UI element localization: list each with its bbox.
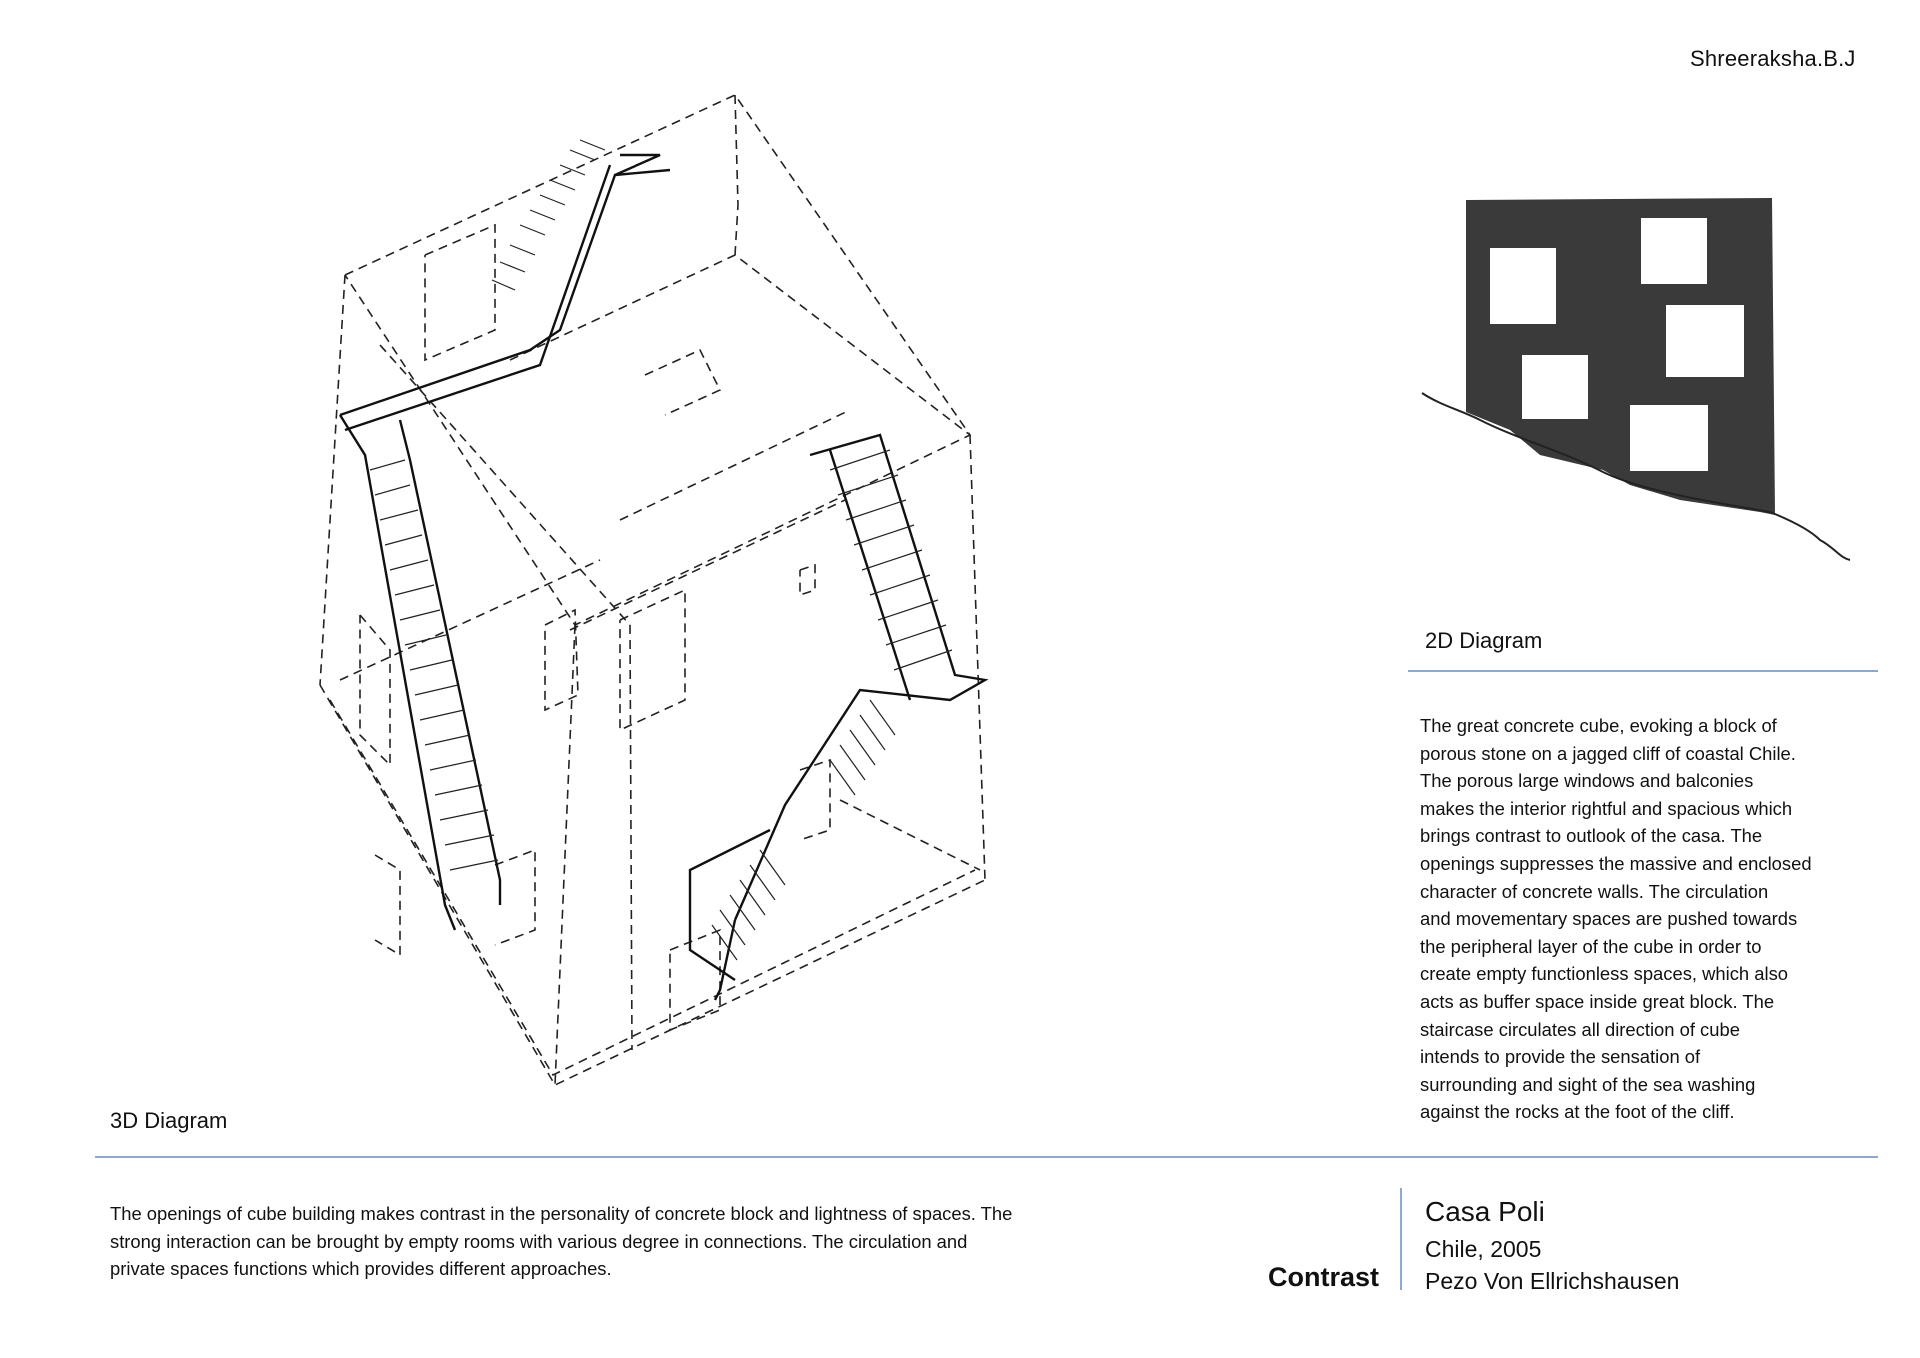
diagram-3d-label: 3D Diagram	[110, 1108, 228, 1133]
theme-title: Contrast	[1268, 1262, 1380, 1292]
description-line: The openings of cube building makes contrast in the personality of concrete block and lightness of spaces. The	[110, 1203, 1013, 1224]
description-line: character of concrete walls. The circulation	[1420, 880, 1769, 902]
description-line: against the rocks at the foot of the cliff.	[1420, 1101, 1735, 1123]
description-line: staircase circulates all direction of cube	[1420, 1018, 1740, 1040]
description-line: acts as buffer space inside great block. The	[1420, 990, 1775, 1012]
description-line: create empty functionless spaces, which also	[1420, 963, 1788, 985]
description-line: openings suppresses the massive and enclosed	[1420, 852, 1812, 874]
project-title: Casa Poli	[1425, 1196, 1545, 1227]
diagram-3d-description	[110, 1200, 1170, 1283]
diagram-2d-description	[1420, 712, 1875, 1126]
description-line: strong interaction can be brought by empty rooms with various degree in connections. The circulation and	[110, 1230, 968, 1252]
description-line: intends to provide the sensation of	[1420, 1046, 1701, 1068]
description-line: and movementary spaces are pushed towards	[1420, 908, 1798, 930]
footer-vertical-divider	[1400, 1188, 1402, 1290]
diagram-2d-label: 2D Diagram	[1425, 628, 1543, 653]
description-line: brings contrast to outlook of the casa. The	[1420, 825, 1763, 847]
project-location-year: Chile, 2005	[1425, 1236, 1542, 1262]
description-line: private spaces functions which provides different approaches.	[110, 1258, 612, 1280]
isometric-staircase-cube-icon	[300, 55, 1020, 1095]
description-line: The porous large windows and balconies	[1420, 770, 1754, 792]
description-line: surrounding and sight of the sea washing	[1420, 1073, 1756, 1095]
description-line: makes the interior rightful and spacious which	[1420, 797, 1793, 819]
description-line: the peripheral layer of the cube in order to	[1420, 935, 1762, 957]
description-line: The great concrete cube, evoking a block of	[1420, 715, 1777, 736]
cube-facade-sketch-icon	[1420, 185, 1860, 570]
divider-2d	[1408, 670, 1878, 672]
author-name: Shreeraksha.B.J	[1690, 46, 1856, 71]
divider-3d	[95, 1156, 1878, 1158]
description-line: porous stone on a jagged cliff of coastal Chile.	[1420, 742, 1796, 764]
project-architect: Pezo Von Ellrichshausen	[1425, 1268, 1680, 1294]
